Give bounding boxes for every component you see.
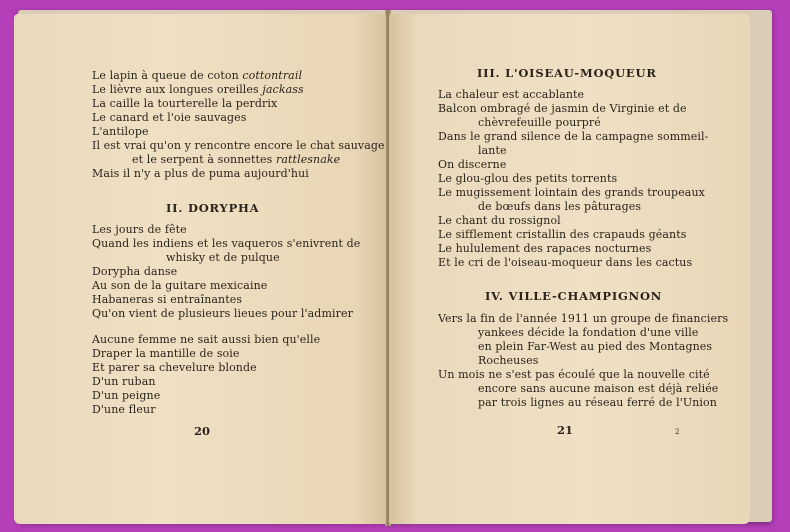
poem-line: en plein Far-West au pied des Montagnes xyxy=(478,340,713,353)
page-number: 20 xyxy=(194,424,211,438)
poem-line: Qu'on vient de plusieurs lieues pour l'admirer xyxy=(92,307,353,320)
poem-line: Au son de la guitare mexicaine xyxy=(92,279,268,292)
poem-line: Le canard et l'oie sauvages xyxy=(92,111,247,124)
poem-line: Quand les indiens et les vaqueros s'enivrent de xyxy=(92,237,361,250)
poem-line: Mais il n'y a plus de puma aujourd'hui xyxy=(92,167,309,180)
section-heading: III. L'OISEAU-MOQUEUR xyxy=(477,66,657,80)
poem-line: Et le cri de l'oiseau-moqueur dans les cactus xyxy=(438,256,693,269)
poem-line: Dans le grand silence de la campagne sommeil- xyxy=(438,130,709,143)
poem-line: D'un peigne xyxy=(92,389,161,402)
poem-line: Dorypha danse xyxy=(92,265,178,278)
poem-line: D'un ruban xyxy=(92,375,156,388)
section-heading: II. DORYPHA xyxy=(166,201,260,215)
poem-line: Et parer sa chevelure blonde xyxy=(92,361,257,374)
poem-line: chèvrefeuille pourpré xyxy=(478,116,601,129)
poem-line: Le hululement des rapaces nocturnes xyxy=(438,242,652,255)
poem-line: On discerne xyxy=(438,158,507,171)
poem-line: Balcon ombragé de jasmin de Virginie et de xyxy=(438,102,687,115)
poem-line: D'une fleur xyxy=(92,403,156,416)
poem-line: Le mugissement lointain des grands troupeaux xyxy=(438,186,705,199)
section-heading: IV. VILLE-CHAMPIGNON xyxy=(485,289,663,303)
poem-line: La caille la tourterelle la perdrix xyxy=(92,97,278,110)
poem-line: par trois lignes au réseau ferré de l'Union xyxy=(478,396,717,409)
poem-line: Le glou-glou des petits torrents xyxy=(438,172,618,185)
poem-line: Aucune femme ne sait aussi bien qu'elle xyxy=(92,333,321,346)
poem-line: Habaneras si entraînantes xyxy=(92,293,243,306)
poem-line: L'antilope xyxy=(92,125,149,138)
poem-line: La chaleur est accablante xyxy=(438,88,585,101)
poem-line: et le serpent à sonnettes rattlesnake xyxy=(132,153,341,166)
signature-mark: 2 xyxy=(675,428,680,436)
poem-line: Le chant du rossignol xyxy=(438,214,561,227)
poem-line: Les jours de fête xyxy=(92,223,187,236)
poem-line: yankees décide la fondation d'une ville xyxy=(478,326,699,339)
poem-line: Un mois ne s'est pas écoulé que la nouvelle cité xyxy=(438,368,710,381)
right-page xyxy=(389,14,750,524)
poem-line: Le sifflement cristallin des crapauds géants xyxy=(438,228,687,241)
poem-line: Il est vrai qu'on y rencontre encore le chat sauvage xyxy=(92,139,385,152)
poem-line: Le lapin à queue de coton cottontrail xyxy=(92,69,303,82)
poem-line: Rocheuses xyxy=(478,354,539,367)
poem-line: whisky et de pulque xyxy=(166,251,280,264)
left-page xyxy=(14,14,386,524)
poem-line: lante xyxy=(478,144,507,157)
poem-line: encore sans aucune maison est déjà reliée xyxy=(478,382,719,395)
poem-line: Vers la fin de l'année 1911 un groupe de financiers xyxy=(438,312,729,325)
poem-line: Draper la mantille de soie xyxy=(92,347,240,360)
page-number: 21 xyxy=(557,423,574,437)
poem-line: Le lièvre aux longues oreilles jackass xyxy=(92,83,304,96)
poem-line: de bœufs dans les pâturages xyxy=(478,200,642,213)
